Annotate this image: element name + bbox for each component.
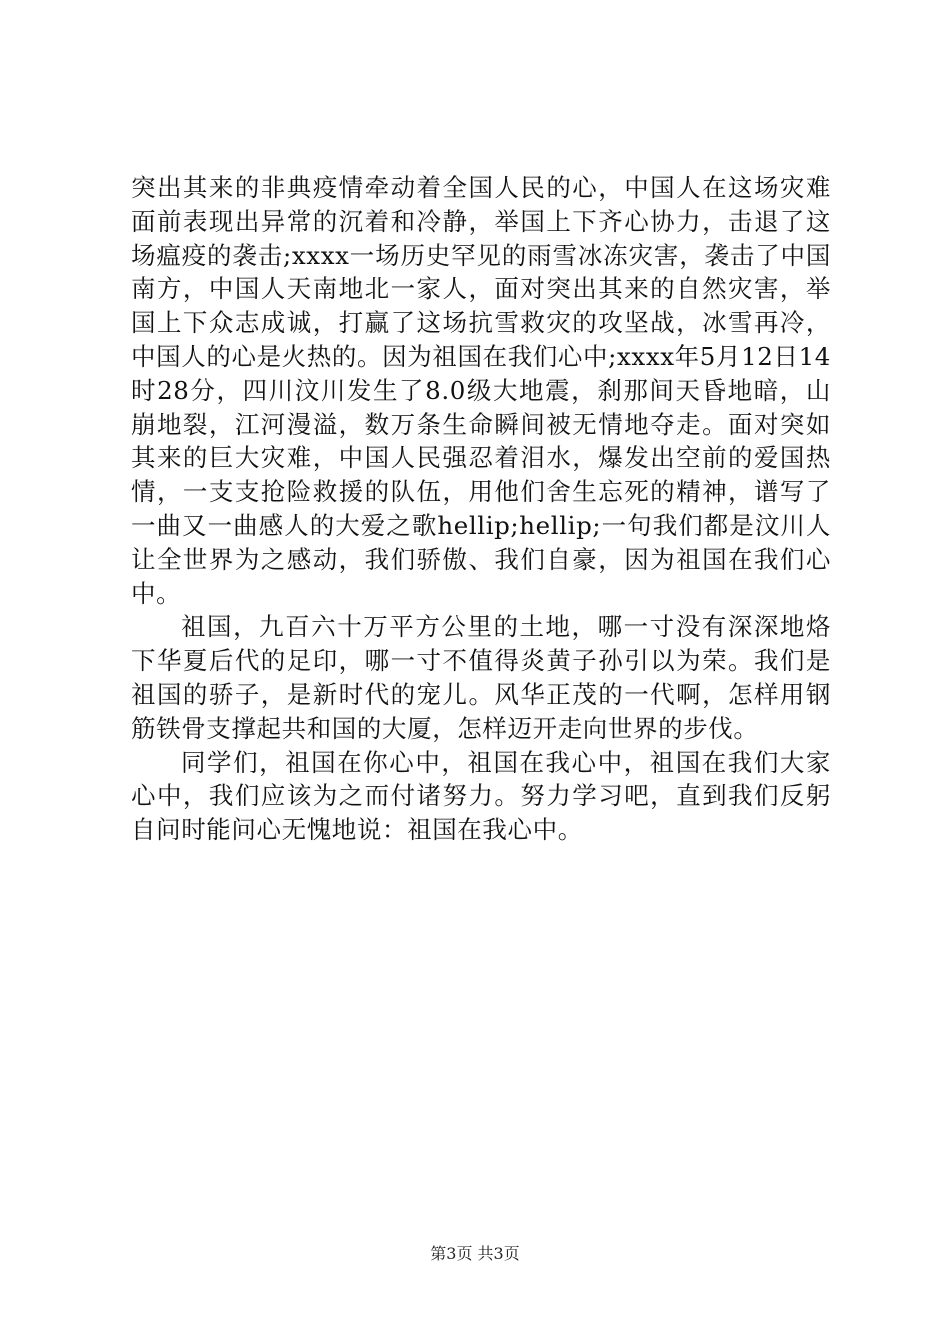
page-footer: 第3页 共3页 (430, 1244, 520, 1263)
paragraph-1: 突出其来的非典疫情牵动着全国人民的心，中国人在这场灾难面前表现出异常的沉着和冷静，举国上下齐心协力，击退了这场瘟疫的袭击;xxxx一场历史罕见的雨雪冰冻灾害，袭击了中国南方，中国人天南地北一家人，面对突出其来的自然灾害，举国上下众志成诚，打赢了这场抗雪救灾的攻坚战，冰雪再冷，中国人的心是火热的。因为祖国在我们心中;xxxx年5月12日14时28分，四川汶川发生了8.0级大地震，刹那间天昏地暗，山崩地裂，江河漫溢，数万条生命瞬间被无情地夺走。面对突如其来的巨大灾难，中国人民强忍着泪水，爆发出空前的爱国热情，一支支抢险救援的队伍，用他们舍生忘死的精神，谱写了一曲又一曲感人的大爱之歌hellip;hellip;一句我们都是汶川人让全世界为之感动，我们骄傲、我们自豪，因为祖国在我们心中。 (131, 173, 831, 608)
paragraph-3: 同学们，祖国在你心中，祖国在我心中，祖国在我们大家心中，我们应该为之而付诸努力。努力学习吧，直到我们反躬自问时能问心无愧地说：祖国在我心中。 (131, 747, 831, 845)
paragraph-2: 祖国，九百六十万平方公里的土地，哪一寸没有深深地烙下华夏后代的足印，哪一寸不值得炎黄子孙引以为荣。我们是祖国的骄子，是新时代的宠儿。风华正茂的一代啊，怎样用钢筋铁骨支撑起共和国的大厦，怎样迈开走向世界的步伐。 (131, 612, 831, 743)
document-body (131, 171, 831, 847)
